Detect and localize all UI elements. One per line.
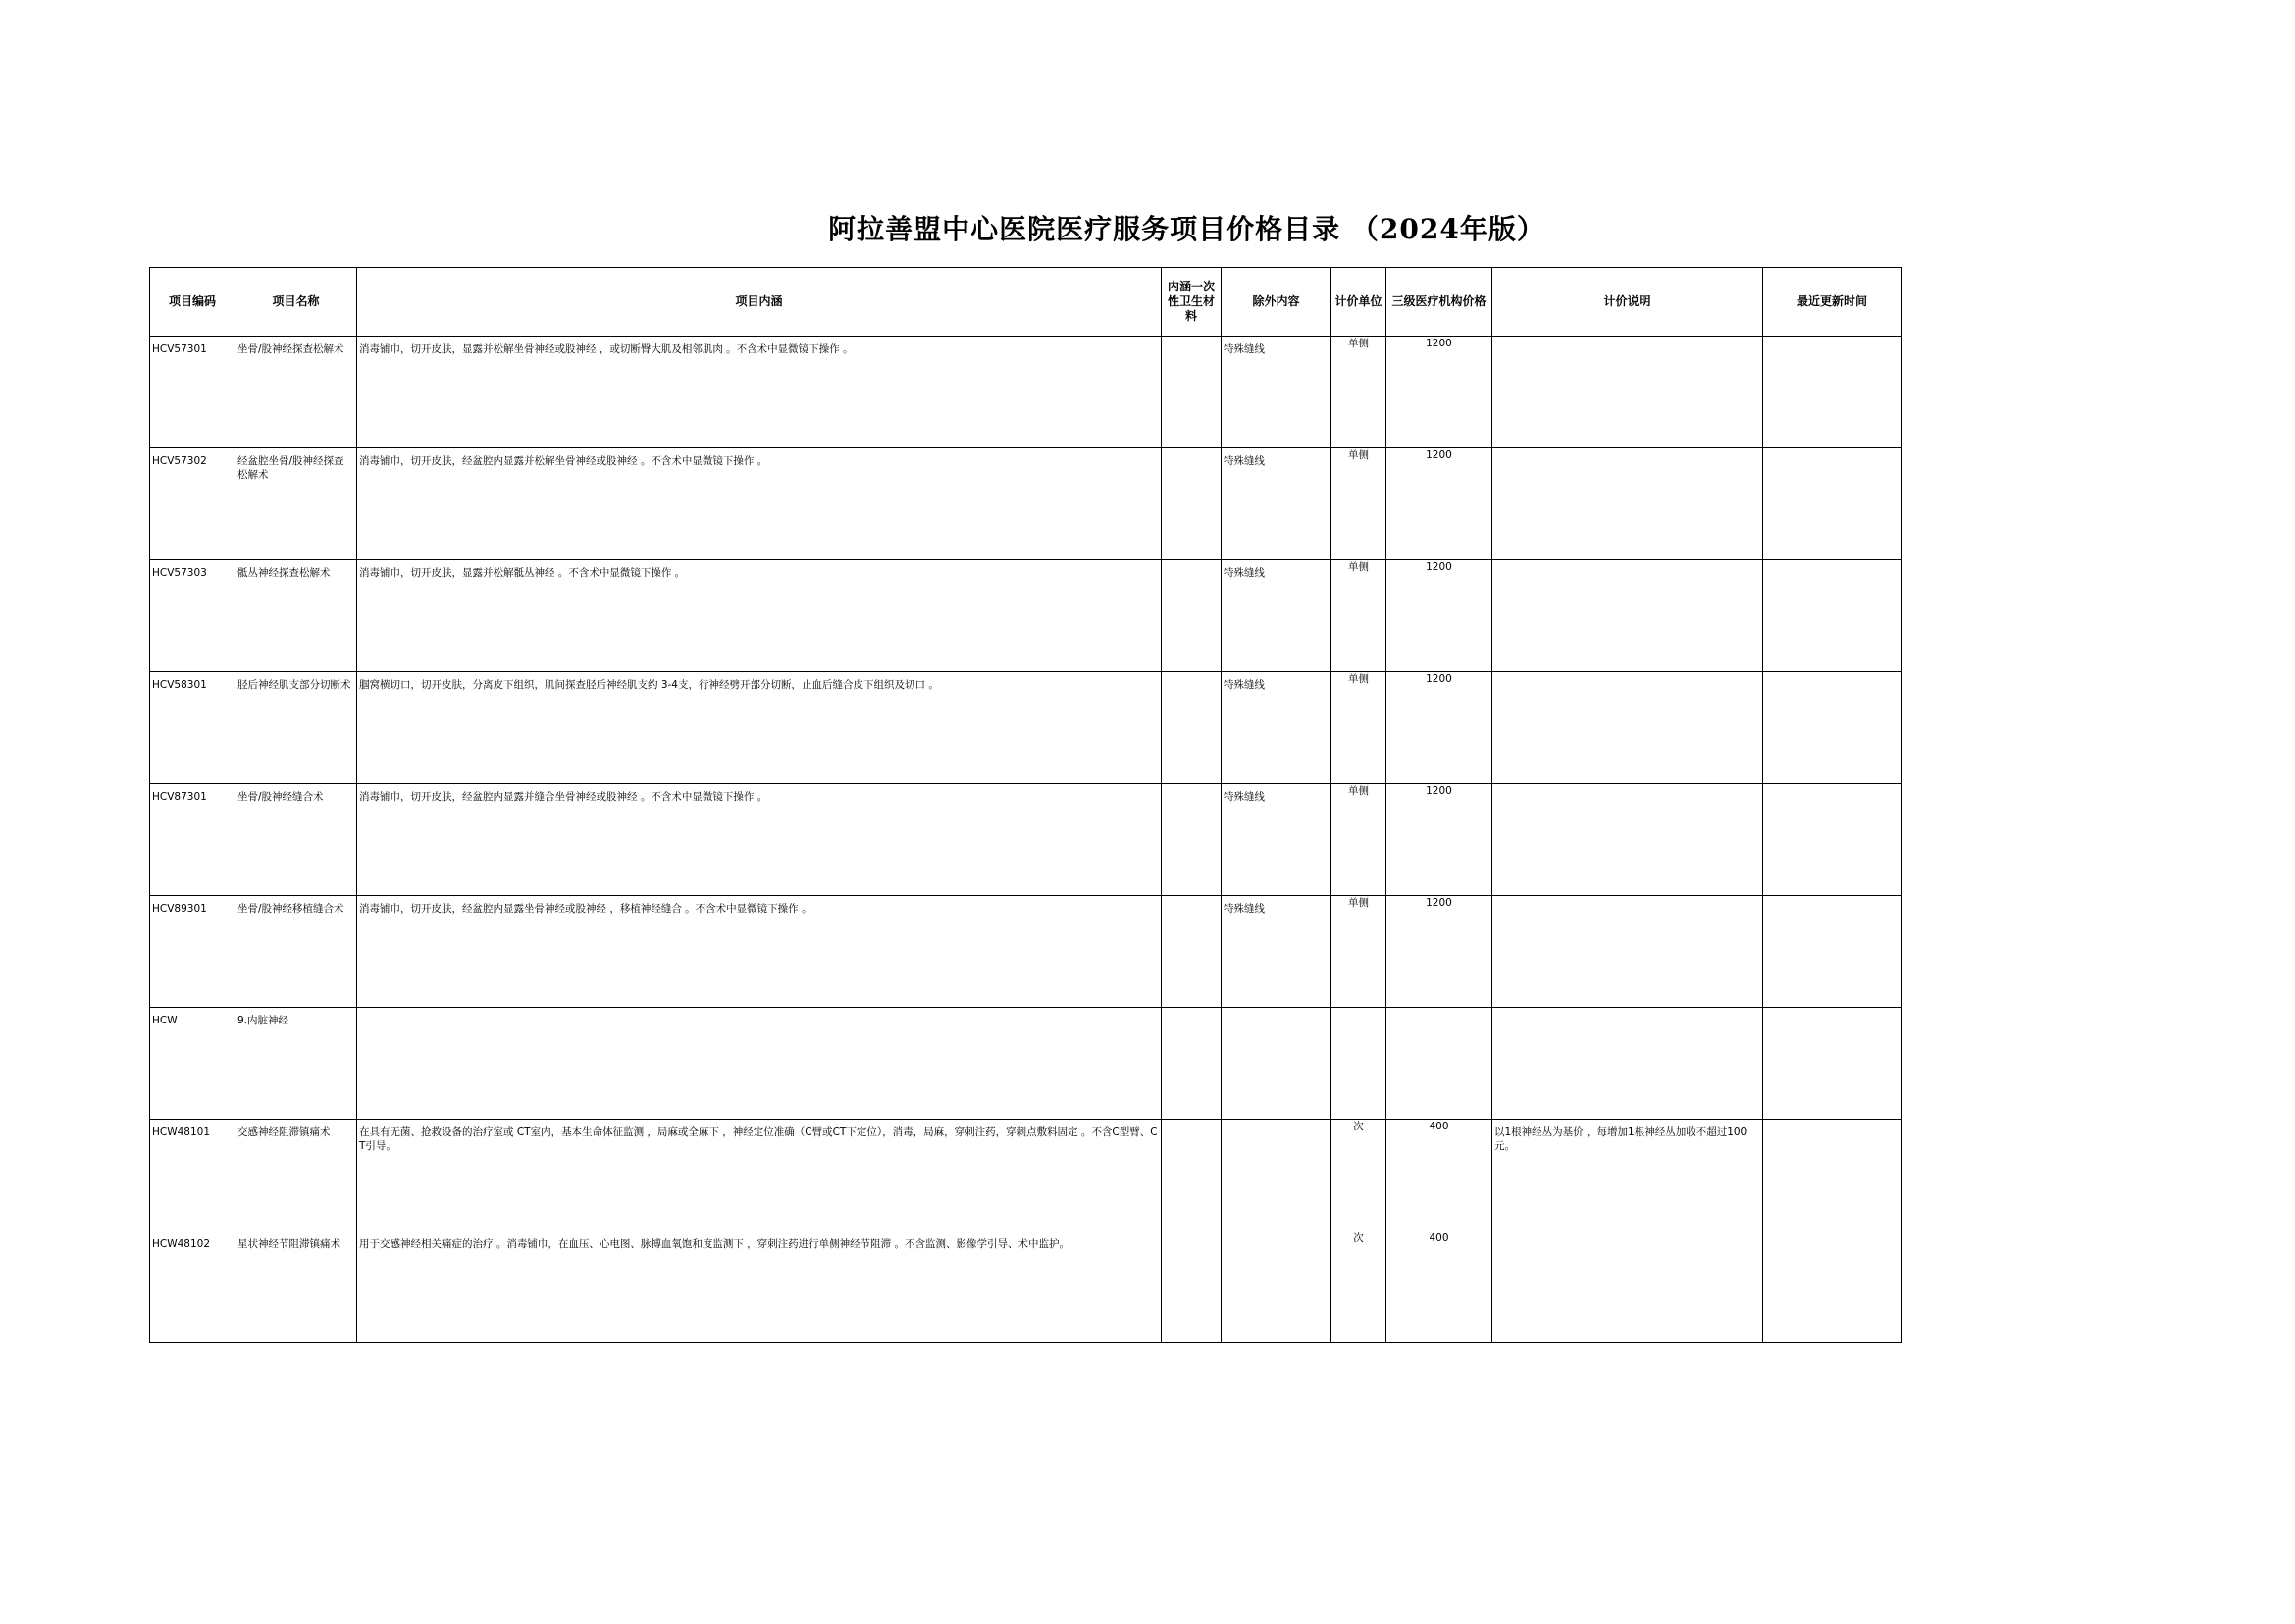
table-row bbox=[150, 560, 1902, 672]
cell-content: 消毒铺巾，切开皮肤，显露并松解坐骨神经或股神经 ，或切断臀大肌及相邻肌肉 。不含术中显微镜下操作 。 bbox=[357, 337, 1162, 448]
table-header-row bbox=[150, 268, 1902, 337]
cell-unit: 单侧 bbox=[1331, 784, 1386, 896]
cell-code: HCV57302 bbox=[150, 448, 235, 560]
cell-code: HCV87301 bbox=[150, 784, 235, 896]
cell-unit: 单侧 bbox=[1331, 896, 1386, 1008]
cell-updated bbox=[1763, 672, 1902, 784]
column-header-code: 项目编码 bbox=[150, 268, 235, 337]
cell-unit: 次 bbox=[1331, 1231, 1386, 1343]
cell-code: HCV89301 bbox=[150, 896, 235, 1008]
cell-price: 1200 bbox=[1386, 448, 1492, 560]
cell-materials bbox=[1162, 448, 1222, 560]
cell-unit: 次 bbox=[1331, 1120, 1386, 1231]
column-header-name: 项目名称 bbox=[235, 268, 357, 337]
cell-content: 用于交感神经相关痛症的治疗 。消毒铺巾，在血压、心电图、脉搏血氧饱和度监测下 ，穿刺注药进行单侧神经节阻滞 。不含监测、影像学引导、术中监护。 bbox=[357, 1231, 1162, 1343]
cell-materials bbox=[1162, 896, 1222, 1008]
table-row bbox=[150, 1231, 1902, 1343]
cell-exclusions bbox=[1222, 1008, 1331, 1120]
cell-note bbox=[1492, 896, 1763, 1008]
cell-materials bbox=[1162, 1231, 1222, 1343]
cell-code: HCV57303 bbox=[150, 560, 235, 672]
cell-name: 星状神经节阻滞镇痛术 bbox=[235, 1231, 357, 1343]
page-title: 阿拉善盟中心医院医疗服务项目价格目录 （2024年版） bbox=[828, 213, 1545, 245]
cell-code: HCV58301 bbox=[150, 672, 235, 784]
cell-updated bbox=[1763, 448, 1902, 560]
cell-code: HCW bbox=[150, 1008, 235, 1120]
cell-updated bbox=[1763, 1008, 1902, 1120]
cell-updated bbox=[1763, 560, 1902, 672]
cell-materials bbox=[1162, 1008, 1222, 1120]
cell-unit: 单侧 bbox=[1331, 337, 1386, 448]
column-header-updated: 最近更新时间 bbox=[1763, 268, 1902, 337]
column-header-unit: 计价单位 bbox=[1331, 268, 1386, 337]
table-row bbox=[150, 337, 1902, 448]
cell-updated bbox=[1763, 1120, 1902, 1231]
cell-note bbox=[1492, 672, 1763, 784]
table-row bbox=[150, 784, 1902, 896]
cell-updated bbox=[1763, 784, 1902, 896]
cell-updated bbox=[1763, 896, 1902, 1008]
cell-name: 经盆腔坐骨/股神经探查松解术 bbox=[235, 448, 357, 560]
cell-price: 400 bbox=[1386, 1120, 1492, 1231]
cell-materials bbox=[1162, 784, 1222, 896]
cell-price: 1200 bbox=[1386, 337, 1492, 448]
cell-content: 消毒铺巾，切开皮肤，显露并松解骶丛神经 。不含术中显微镜下操作 。 bbox=[357, 560, 1162, 672]
cell-exclusions bbox=[1222, 1120, 1331, 1231]
cell-updated bbox=[1763, 337, 1902, 448]
cell-content: 消毒铺巾，切开皮肤，经盆腔内显露并缝合坐骨神经或股神经 。不含术中显微镜下操作 。 bbox=[357, 784, 1162, 896]
cell-exclusions bbox=[1222, 1231, 1331, 1343]
column-header-materials: 内涵一次性卫生材料 bbox=[1162, 268, 1222, 337]
cell-name: 交感神经阻滞镇痛术 bbox=[235, 1120, 357, 1231]
column-header-note: 计价说明 bbox=[1492, 268, 1763, 337]
cell-note bbox=[1492, 560, 1763, 672]
cell-materials bbox=[1162, 1120, 1222, 1231]
cell-note bbox=[1492, 1008, 1763, 1120]
cell-name: 胫后神经肌支部分切断术 bbox=[235, 672, 357, 784]
cell-note bbox=[1492, 337, 1763, 448]
cell-code: HCV57301 bbox=[150, 337, 235, 448]
cell-price: 400 bbox=[1386, 1231, 1492, 1343]
cell-content: 在具有无菌、抢救设备的治疗室或 CT室内，基本生命体征监测 ，局麻或全麻下 ，神经定位准确（C臂或CT下定位），消毒，局麻，穿刺注药，穿刺点敷料固定 。不含C型臂、CT引导。 bbox=[357, 1120, 1162, 1231]
cell-materials bbox=[1162, 560, 1222, 672]
column-header-content: 项目内涵 bbox=[357, 268, 1162, 337]
cell-exclusions: 特殊缝线 bbox=[1222, 896, 1331, 1008]
cell-unit bbox=[1331, 1008, 1386, 1120]
cell-price: 1200 bbox=[1386, 896, 1492, 1008]
cell-note bbox=[1492, 448, 1763, 560]
cell-unit: 单侧 bbox=[1331, 560, 1386, 672]
column-header-price: 三级医疗机构价格 bbox=[1386, 268, 1492, 337]
cell-price: 1200 bbox=[1386, 560, 1492, 672]
cell-exclusions: 特殊缝线 bbox=[1222, 560, 1331, 672]
table-row bbox=[150, 1008, 1902, 1120]
column-header-exclusions: 除外内容 bbox=[1222, 268, 1331, 337]
cell-content: 腘窝横切口，切开皮肤，分离皮下组织，肌间探查胫后神经肌支约 3-4支，行神经劈开部分切断，止血后缝合皮下组织及切口 。 bbox=[357, 672, 1162, 784]
cell-name: 坐骨/股神经缝合术 bbox=[235, 784, 357, 896]
cell-name: 坐骨/股神经探查松解术 bbox=[235, 337, 357, 448]
price-table bbox=[149, 267, 1902, 1343]
cell-exclusions: 特殊缝线 bbox=[1222, 784, 1331, 896]
cell-exclusions: 特殊缝线 bbox=[1222, 448, 1331, 560]
cell-price bbox=[1386, 1008, 1492, 1120]
cell-unit: 单侧 bbox=[1331, 672, 1386, 784]
cell-exclusions: 特殊缝线 bbox=[1222, 337, 1331, 448]
cell-code: HCW48101 bbox=[150, 1120, 235, 1231]
cell-content: 消毒铺巾，切开皮肤，经盆腔内显露坐骨神经或股神经 ，移植神经缝合 。不含术中显微镜下操作 。 bbox=[357, 896, 1162, 1008]
cell-unit: 单侧 bbox=[1331, 448, 1386, 560]
cell-price: 1200 bbox=[1386, 784, 1492, 896]
cell-exclusions: 特殊缝线 bbox=[1222, 672, 1331, 784]
table-row bbox=[150, 1120, 1902, 1231]
cell-name: 9.内脏神经 bbox=[235, 1008, 357, 1120]
table-row bbox=[150, 896, 1902, 1008]
cell-name: 坐骨/股神经移植缝合术 bbox=[235, 896, 357, 1008]
cell-name: 骶丛神经探查松解术 bbox=[235, 560, 357, 672]
cell-note bbox=[1492, 1231, 1763, 1343]
cell-content: 消毒铺巾，切开皮肤，经盆腔内显露并松解坐骨神经或股神经 。不含术中显微镜下操作 。 bbox=[357, 448, 1162, 560]
cell-code: HCW48102 bbox=[150, 1231, 235, 1343]
table-row bbox=[150, 672, 1902, 784]
cell-materials bbox=[1162, 337, 1222, 448]
cell-materials bbox=[1162, 672, 1222, 784]
cell-note: 以1根神经丛为基价 ，每增加1根神经丛加收不超过100元。 bbox=[1492, 1120, 1763, 1231]
table-row bbox=[150, 448, 1902, 560]
cell-content bbox=[357, 1008, 1162, 1120]
cell-price: 1200 bbox=[1386, 672, 1492, 784]
cell-updated bbox=[1763, 1231, 1902, 1343]
cell-note bbox=[1492, 784, 1763, 896]
